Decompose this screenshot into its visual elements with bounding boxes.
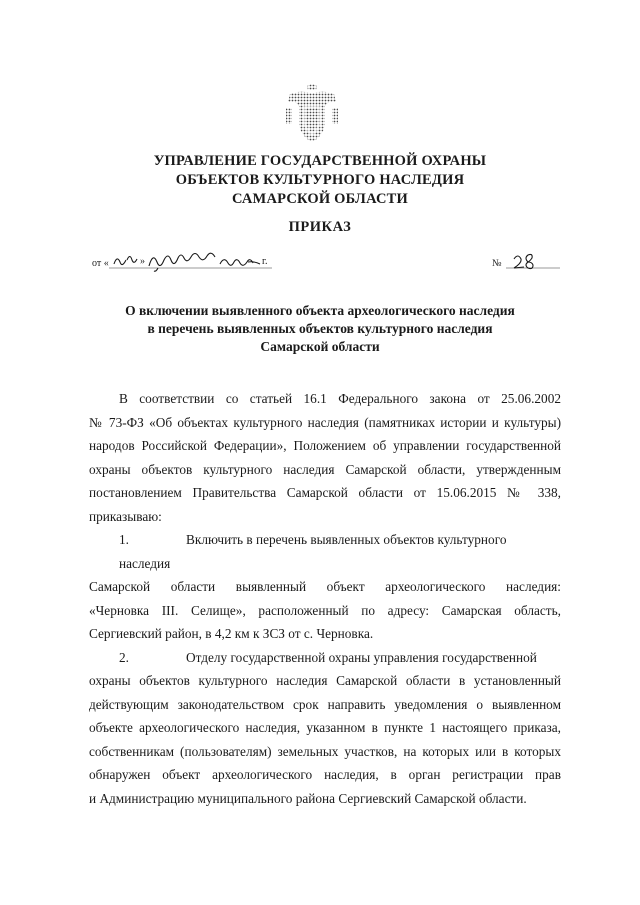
body-line: «Черновка III. Селище», расположенный по адресу: Самарская область, [89,602,561,618]
item-2-first-line [89,646,561,670]
body-line: Сергиевский район, в 4,2 км к ЗСЗ от с. Черновка. [89,626,374,641]
document-type-title: ПРИКАЗ [288,219,352,235]
subject-line: в перечень выявленных объектов культурного наследия [147,321,493,336]
svg-text:»: » [140,256,145,267]
body-line: охраны объектов культурного наследия Самарской области в установленный [89,673,561,688]
org-line: САМАРСКОЙ ОБЛАСТИ [231,191,409,207]
subject-line: О включении выявленного объекта археологического наследия [125,303,515,318]
body-line: объекте археологического наследия, указанном в пункте 1 настоящего приказа, [89,720,561,735]
document-subject [0,302,640,356]
body-line: № 73-ФЗ «Об объектах культурного наследия (памятниках истории и культуры) [89,414,561,430]
org-line: УПРАВЛЕНИЕ ГОСУДАРСТВЕННОЙ ОХРАНЫ [153,153,487,169]
organization-header [0,152,640,209]
body-line: собственникам (пользователям) земельных участков, на которых или в которых [89,743,561,759]
item-number: 1. [119,532,129,547]
svg-text:г.: г. [262,256,268,267]
coat-of-arms-emblem [285,84,339,144]
body-line: В соответствии со статьей 16.1 Федерального закона от 25.06.2002 [119,391,561,406]
item-text: Включить в перечень выявленных объектов культурного наследия [119,532,507,571]
body-line: народов Российской Федерации», Положением об управлении государственной [89,438,561,453]
item-text: Отделу государственной охраны управления государственной [186,649,537,665]
handwritten-number [492,250,562,272]
date-line [92,250,292,272]
item-1-first-line [89,528,561,575]
handwritten-date-signature [92,250,292,272]
number-line [492,250,562,272]
item-number: 2. [119,649,129,665]
subject-line: Самарской области [260,339,380,354]
body-line: и Администрацию муниципального района Сергиевский Самарской области. [89,790,527,806]
org-line: ОБЪЕКТОВ КУЛЬТУРНОГО НАСЛЕДИЯ [175,172,465,188]
body-line: охраны объектов культурного наследия Самарской области, утвержденным [89,461,561,477]
document-body [89,387,561,810]
number-prefix: № [492,258,502,269]
body-line: приказываю: [89,508,162,524]
body-line: постановлением Правительства Самарской области от 15.06.2015 № 338, [89,485,561,500]
date-prefix: от « [92,258,109,269]
body-line: Самарской области выявленный объект археологического наследия: [89,579,561,594]
body-line: обнаружен объект археологического наследия, в орган регистрации прав [89,767,561,782]
body-line: действующим законодательством срок направить уведомления о выявленном [89,696,561,712]
